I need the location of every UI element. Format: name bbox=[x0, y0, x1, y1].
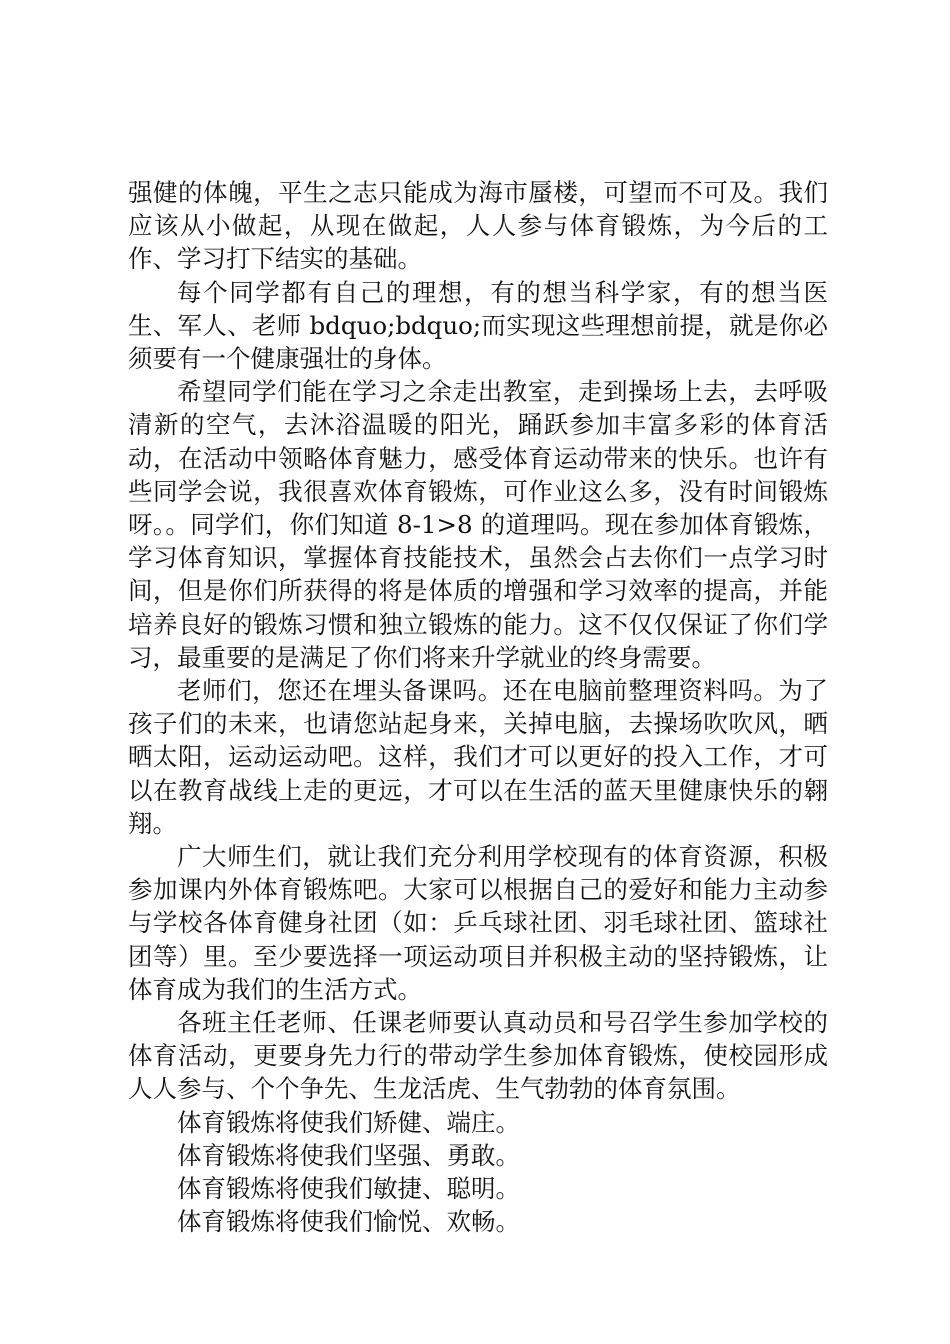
paragraph-teachers: 老师们，您还在埋头备课吗。还在电脑前整理资料吗。为了孩子们的未来，也请您站起身来，关掉电脑，去操场吹吹风，晒晒太阳，运动运动吧。这样，我们才可以更好的投入工作，才可以在教育战线上走的更远，才可以在生活的蓝天里健康快乐的翱翔。 bbox=[128, 676, 828, 838]
paragraph-class-teachers: 各班主任老师、任课老师要认真动员和号召学生参加学校的体育活动，更要身先力行的带动学生参加体育锻炼，使校园形成人人参与、个个争先、生龙活虎、生气勃勃的体育氛围。 bbox=[128, 1008, 828, 1104]
paragraph-ideals: 每个同学都有自己的理想，有的想当科学家，有的想当医生、军人、老师 bdquo;bdquo;而实现这些理想前提，就是你必须要有一个健康强壮的身体。 bbox=[128, 277, 828, 374]
slogan-line: 体育锻炼将使我们坚强、勇敢。 bbox=[177, 1140, 520, 1170]
slogan-line: 体育锻炼将使我们敏捷、聪明。 bbox=[177, 1174, 520, 1204]
paragraph-all: 广大师生们，就让我们充分利用学校现有的体育资源，积极参加课内外体育锻炼吧。大家可以根据自己的爱好和能力主动参与学校各体育健身社团（如：乒乓球社团、羽毛球社团、篮球社团等）里。至少要选择一项运动项目并积极主动的坚持锻炼，让体育成为我们的生活方式。 bbox=[128, 842, 828, 1004]
document-body bbox=[128, 176, 828, 1239]
paragraph-students: 希望同学们能在学习之余走出教室，走到操场上去，去呼吸清新的空气，去沐浴温暖的阳光，踊跃参加丰富多彩的体育活动，在活动中领略体育魅力，感受体育运动带来的快乐。也许有些同学会说，我很喜欢体育锻炼，可作业这么多，没有时间锻炼呀。。同学们，你们知道 8-1>8 的道理吗。现在参加体育锻炼，学习体育知识，掌握体育技能技术，虽然会占去你们一点学习时间，但是你们所获得的将是体质的增强和学习效率的提高，并能培养良好的锻炼习惯和独立锻炼的能力。这不仅仅保证了你们学习，最重要的是满足了你们将来升学就业的终身需要。 bbox=[128, 377, 828, 672]
slogan-line: 体育锻炼将使我们矫健、端庄。 bbox=[177, 1107, 520, 1137]
slogan-line: 体育锻炼将使我们愉悦、欢畅。 bbox=[177, 1207, 520, 1237]
paragraph-continuation: 强健的体魄，平生之志只能成为海市蜃楼，可望而不可及。我们应该从小做起，从现在做起，人人参与体育锻炼，为今后的工作、学习打下结实的基础。 bbox=[128, 178, 828, 274]
